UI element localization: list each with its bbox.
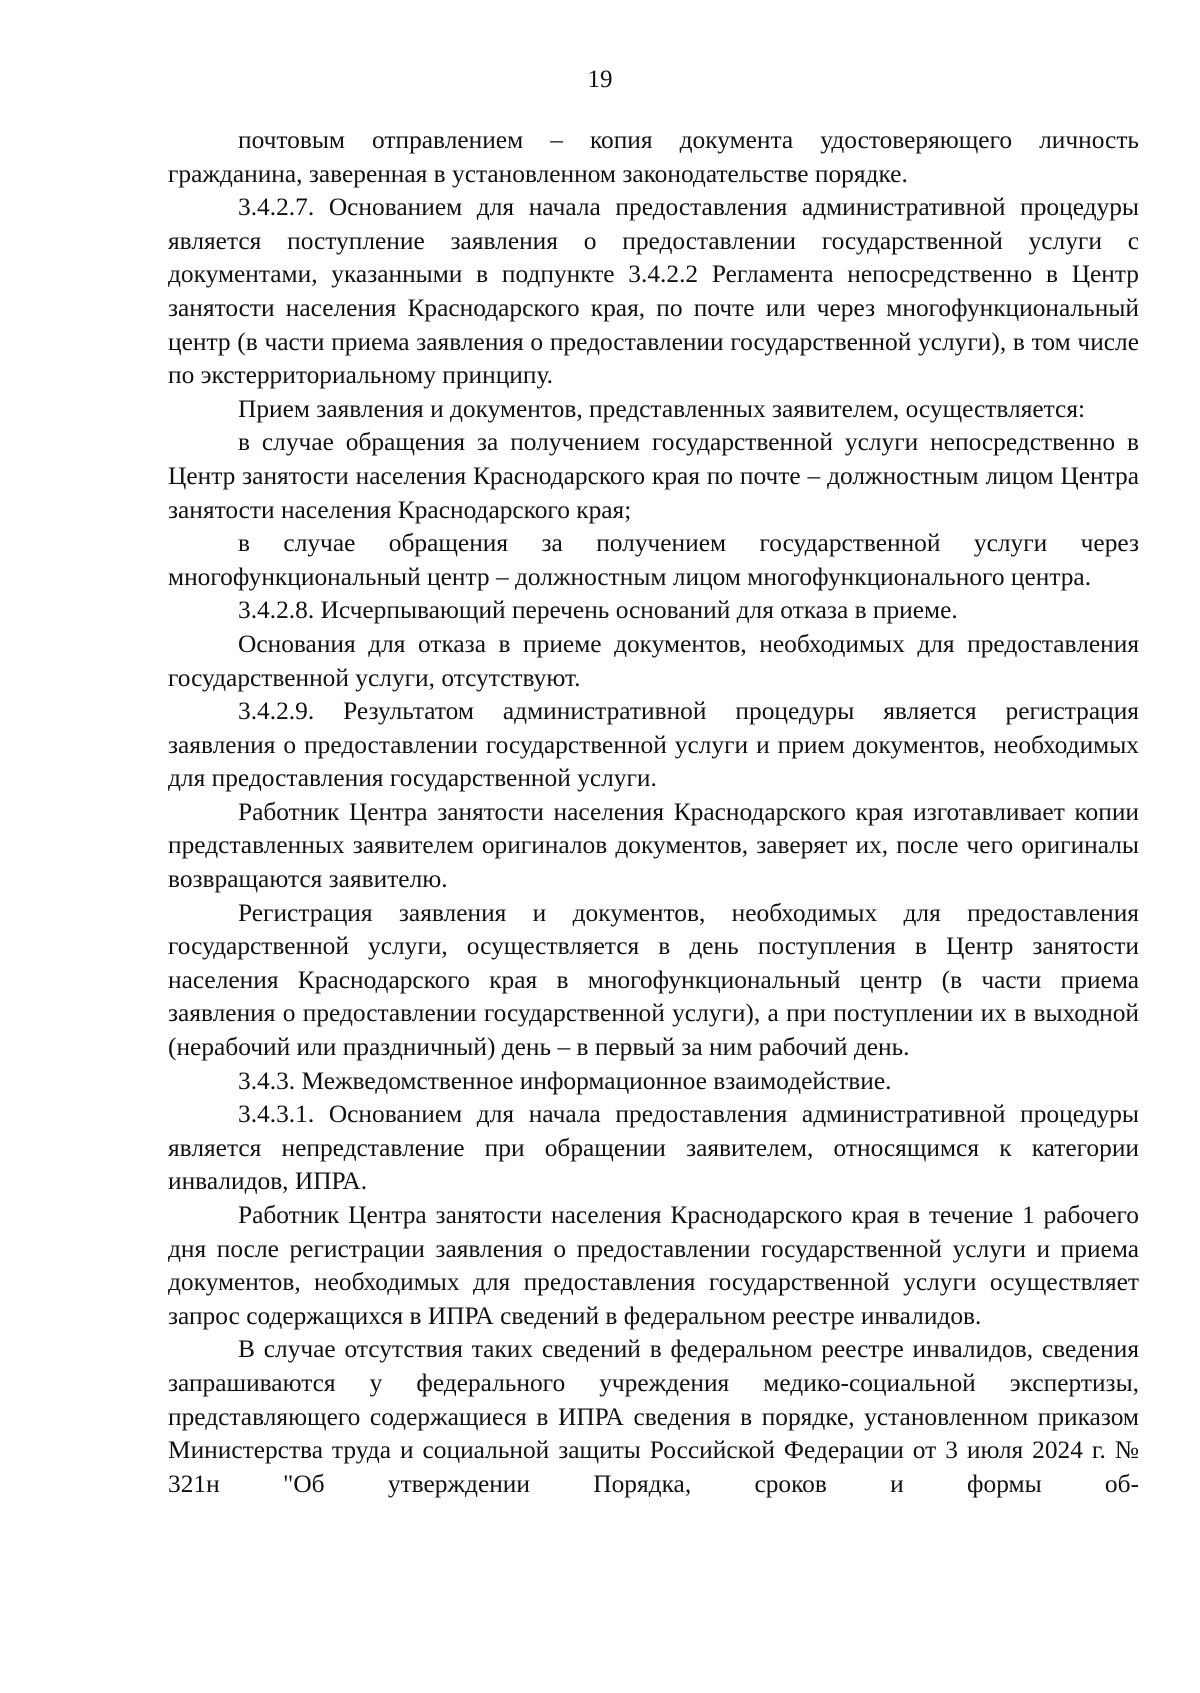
paragraph: Работник Центра занятости населения Краснодарского края в течение 1 рабочего дня после регистрации заявления о предоставлении государственной услуги и приема документов, необходимых для предоставления государственной услуги осуществляет запрос содержащихся в ИПРА сведений в федеральном реестре инвалидов. [168, 1201, 1139, 1330]
paragraph: 3.4.2.9. Результатом административной процедуры является регистрация заявления о предоставлении государственной услуги и прием документов, необходимых для предоставления государственной услуги. [168, 697, 1139, 793]
paragraph: почтовым отправлением – копия документа удостоверяющего личность гражданина, заверенная в установленном законодательстве порядке. [168, 126, 1139, 188]
paragraph: Работник Центра занятости населения Краснодарского края изготавливает копии представленных заявителем оригиналов документов, заверяет их, после чего оригиналы возвращаются заявителю. [168, 797, 1139, 894]
page-number: 19 [587, 66, 613, 93]
document-body [168, 124, 1139, 1501]
paragraph: 3.4.3.1. Основанием для начала предоставления административной процедуры является непредставление при обращении заявителем, относящимся к категории инвалидов, ИПРА. [168, 1100, 1139, 1196]
paragraph: в случае обращения за получением государственной услуги непосредственно в Центр занятости населения Краснодарского края по почте – должностным лицом Центра занятости населения Краснодарского края; [168, 428, 1139, 524]
paragraph: в случае обращения за получением государственной услуги через многофункциональный центр – должностным лицом многофункционального центра. [168, 529, 1139, 591]
paragraph: Прием заявления и документов, представленных заявителем, осуществляется: [238, 394, 1086, 423]
paragraph: В случае отсутствия таких сведений в федеральном реестре инвалидов, сведения запрашиваются у федерального учреждения медико-социальной экспертизы, представляющего содержащиеся в ИПРА сведения в порядке, установленном приказом Министерства труда и социальной защиты Российской Федерации от 3 июля 2024 г. № 321н "Об утверждении Порядка, сроков и формы об- [168, 1335, 1139, 1498]
paragraph: 3.4.2.8. Исчерпывающий перечень оснований для отказа в приеме. [238, 596, 958, 625]
paragraph: Регистрация заявления и документов, необходимых для предоставления государственной услуги, осуществляется в день поступления в Центр занятости населения Краснодарского края в многофункциональный центр (в части приема заявления о предоставлении государственной услуги), а при поступлении их в выходной (нерабочий или праздничный) день – в первый за ним рабочий день. [168, 898, 1139, 1062]
paragraph: 3.4.3. Межведомственное информационное взаимодействие. [238, 1066, 892, 1095]
paragraph: 3.4.2.7. Основанием для начала предоставления административной процедуры является поступление заявления о предоставлении государственной услуги с документами, указанными в подпункте 3.4.2.2 Регламента непосредственно в Центр занятости населения Краснодарского края, по почте или через многофункциональный центр (в части приема заявления о предоставлении государственной услуги), в том числе по экстерриториальному принципу. [168, 193, 1139, 390]
paragraph: Основания для отказа в приеме документов, необходимых для предоставления государственной услуги, отсутствуют. [168, 629, 1139, 692]
